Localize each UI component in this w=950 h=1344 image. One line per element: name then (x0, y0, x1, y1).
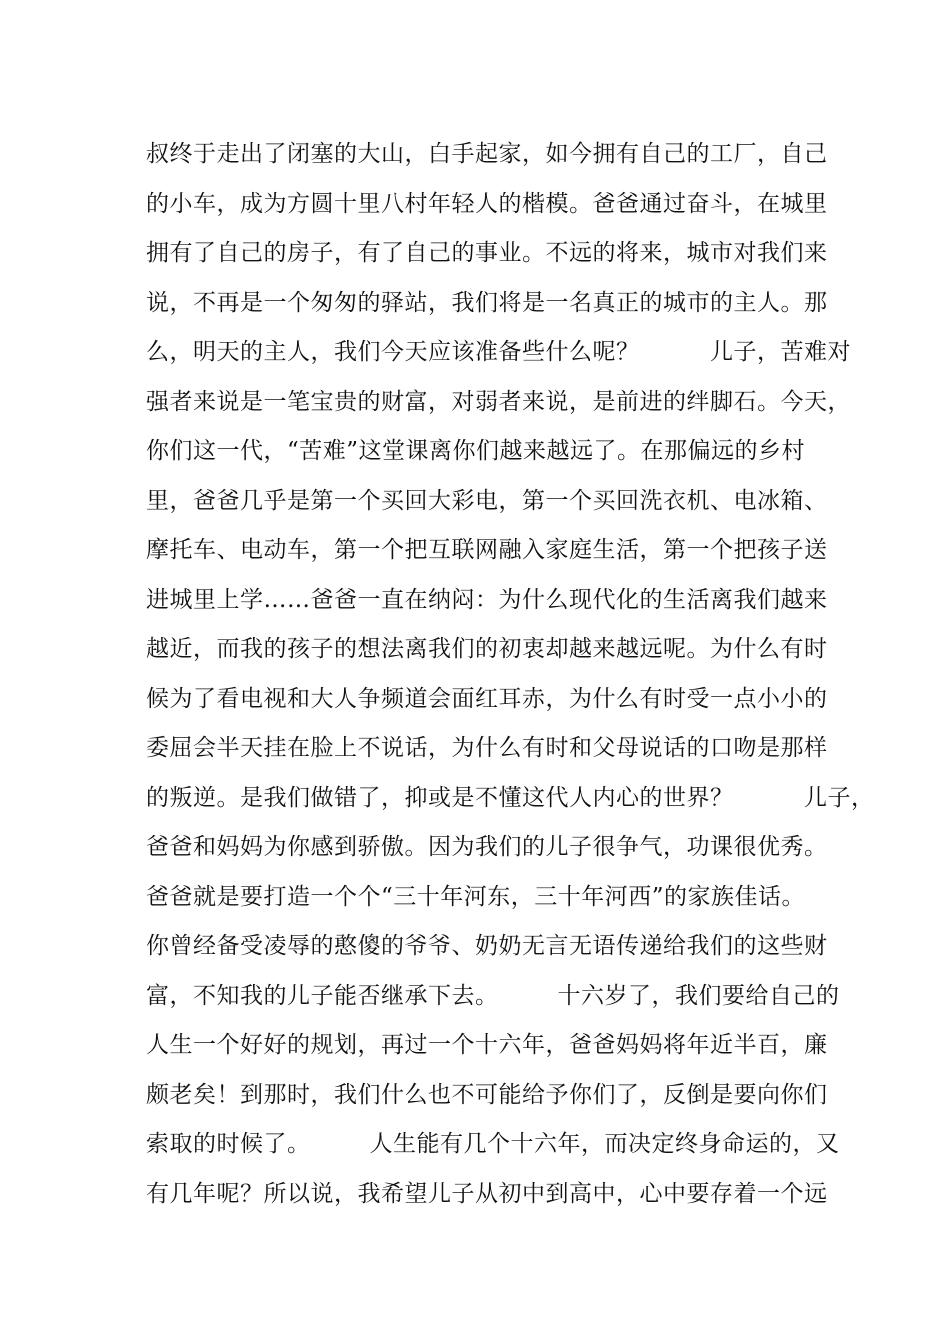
text-line: 摩托车、电动车，第一个把互联网融入家庭生活，第一个把孩子送 (146, 537, 828, 563)
text-line: 的叛逆。是我们做错了，抑或是不懂这代人内心的世界？ 儿子， (146, 784, 875, 811)
text-line: 越近，而我的孩子的想法离我们的初衷却越来越远呢。为什么有时 (146, 636, 828, 662)
text-line: 说，不再是一个匆匆的驿站，我们将是一名真正的城市的主人。那 (146, 289, 828, 316)
text-line: 颇老矣！到那时，我们什么也不可能给予你们了，反倒是要向你们 (146, 1081, 828, 1108)
text-line: 么，明天的主人，我们今天应该准备些什么呢？ 儿子，苦难对 (146, 339, 851, 365)
text-line: 候为了看电视和大人争频道会面红耳赤，为什么有时受一点小小的 (146, 685, 828, 712)
text-line: 索取的时候了。 人生能有几个十六年，而决定终身命运的，又 (146, 1131, 840, 1157)
text-line: 爸爸和妈妈为你感到骄傲。因为我们的儿子很争气，功课很优秀。 (146, 834, 828, 860)
text-line: 拥有了自己的房子，有了自己的事业。不远的将来，城市对我们来 (146, 240, 828, 266)
text-line: 有几年呢？所以说，我希望儿子从初中到高中，心中要存着一个远 (146, 1180, 828, 1207)
text-line: 进城里上学……爸爸一直在纳闷：为什么现代化的生活离我们越来 (146, 586, 828, 613)
text-line: 人生一个好好的规划，再过一个十六年，爸爸妈妈将年近半百，廉 (146, 1032, 828, 1058)
text-line: 委屈会半天挂在脸上不说话，为什么有时和父母说话的口吻是那样 (146, 735, 828, 761)
text-line: 爸爸就是要打造一个个“三十年河东，三十年河西”的家族佳话。 (146, 883, 806, 910)
text-line: 富，不知我的儿子能否继承下去。 十六岁了，我们要给自己的 (146, 982, 840, 1009)
body-text (146, 130, 875, 1219)
text-line: 你曾经备受凌辱的憨傻的爷爷、奶奶无言无语传递给我们的这些财 (146, 933, 828, 959)
text-line: 叔终于走出了闭塞的大山，白手起家，如今拥有自己的工厂，自己 (146, 141, 828, 167)
text-line: 你们这一代，“苦难”这堂课离你们越来越远了。在那偏远的乡村 (146, 438, 806, 464)
text-line: 里，爸爸几乎是第一个买回大彩电，第一个买回洗衣机、电冰箱、 (146, 487, 828, 514)
text-line: 强者来说是一笔宝贵的财富，对弱者来说，是前进的绊脚石。今天， (146, 388, 851, 415)
text-line: 的小车，成为方圆十里八村年轻人的楷模。爸爸通过奋斗，在城里 (146, 190, 828, 217)
